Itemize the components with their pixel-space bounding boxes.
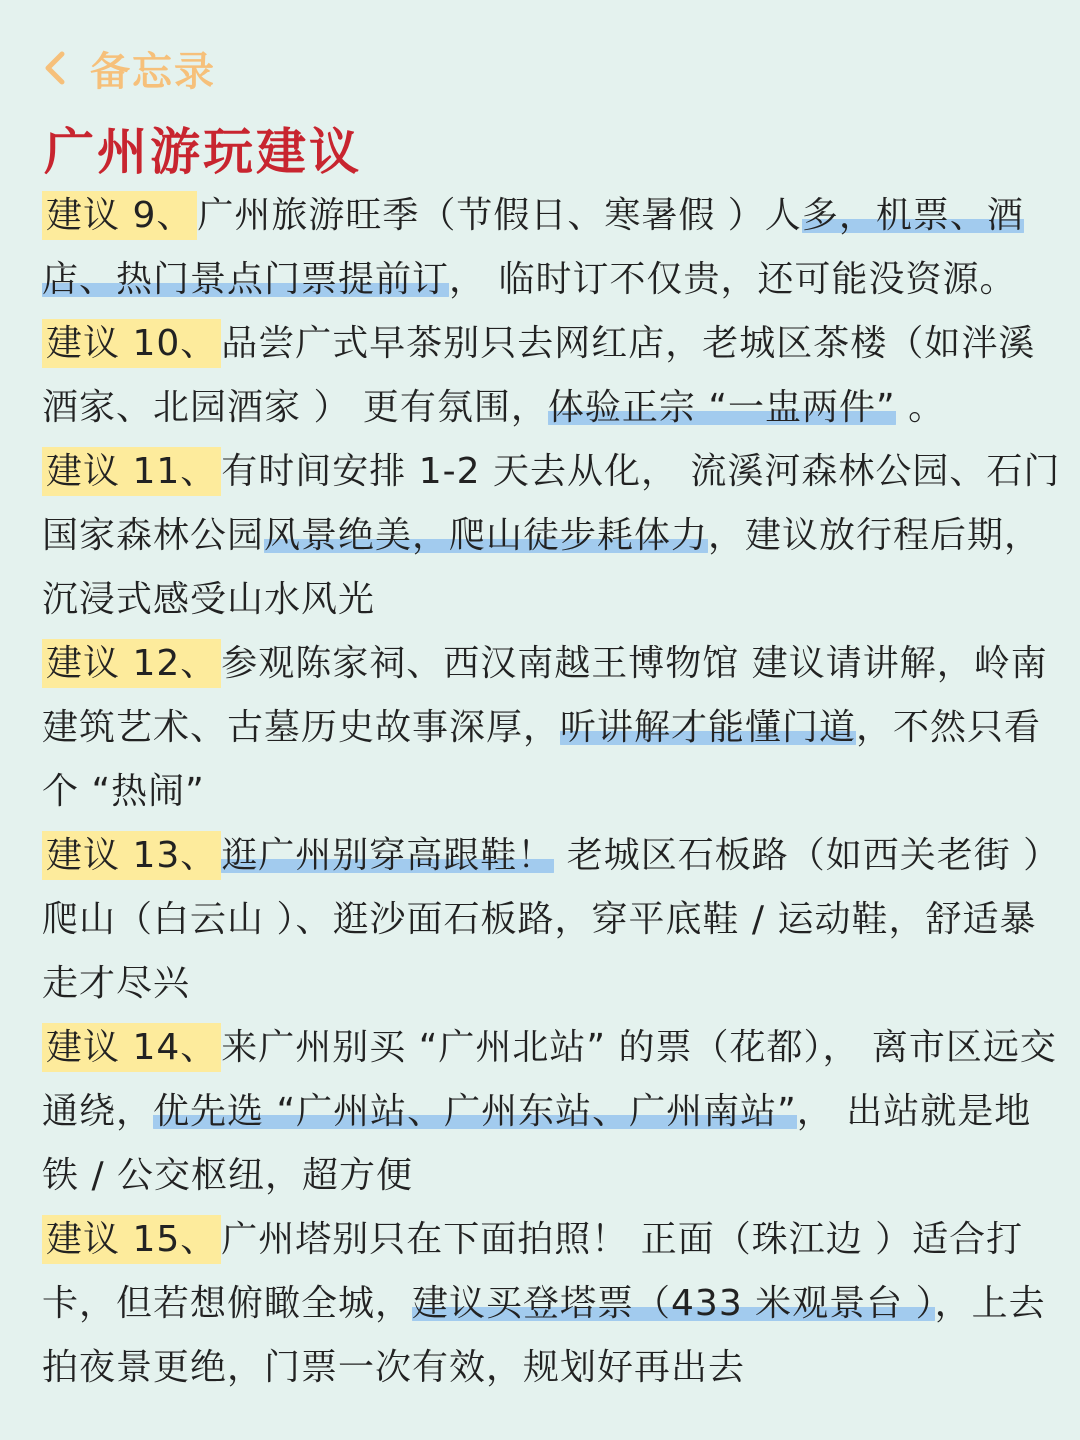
tip-text: ，建议放行程后期，沉浸式感受山水风光 [42,515,1042,620]
tip-highlight: 优先选 “广州站、广州东站、广州南站” [153,1091,797,1132]
tip-label: 建议 11、 [42,447,221,496]
tip-item [42,1016,1062,1208]
tip-text: 有时间安排 1-2 天去从化， 流溪河森林公园、石门国家森林公园 [42,451,1061,556]
tip-highlight: 听讲解才能懂门道 [560,707,857,748]
tip-item [42,312,1062,440]
tip-text: 来广州别买 “广州北站” 的票（花都）， 离市区远交通绕， [42,1027,1057,1132]
tip-label: 建议 15、 [42,1215,221,1264]
tip-label: 建议 12、 [42,639,221,688]
tip-text: 参观陈家祠、西汉南越王博物馆 建议请讲解，岭南建筑艺术、古墓历史故事深厚， [42,643,1048,748]
tip-highlight: 建议买登塔票（433 米观景台 ） [412,1283,935,1324]
tip-text: 品尝广式早茶别只去网红店，老城区茶楼（如泮溪酒家、北园酒家 ） 更有氛围， [42,323,1036,428]
back-label[interactable]: 备忘录 [90,48,216,95]
tip-item [42,184,1062,312]
tip-text: ， 临时订不仅贵，还可能没资源。 [449,259,1017,300]
tip-highlight: 多，机票、酒店、热门景点门票提前订 [42,195,1024,300]
tip-item [42,440,1062,632]
tip-item [42,632,1062,824]
tip-text: ， 出站就是地铁 / 公交枢纽，超方便 [42,1091,1032,1196]
tip-text: 广州塔别只在下面拍照！ 正面（珠江边 ）适合打卡，但若想俯瞰全城， [42,1219,1024,1324]
tip-item [42,824,1062,1016]
tip-item [42,1208,1062,1400]
tip-text: 老城区石板路（如西关老街 ） 爬山（白云山 ）、逛沙面石板路，穿平底鞋 / 运动鞋，舒适暴走才尽兴 [42,835,1061,1004]
tip-highlight: 风景绝美，爬山徒步耗体力 [264,515,709,556]
tip-label: 建议 13、 [42,831,221,880]
chevron-left-icon[interactable] [40,48,70,88]
tip-label: 建议 9、 [42,191,197,240]
tip-label: 建议 10、 [42,319,221,368]
back-button[interactable] [40,40,216,97]
tip-highlight: 体验正宗 “一盅两件” [547,387,896,428]
page-title: 广州游玩建议 [44,123,362,181]
tips-list [42,184,1062,1400]
tip-text: 。 [895,387,946,428]
tip-label: 建议 14、 [42,1023,221,1072]
tip-text: 广州旅游旺季（节假日、寒暑假 ）人 [197,195,802,236]
tip-text: ，不然只看个 “热闹” [42,707,1042,812]
tip-highlight: 逛广州别穿高跟鞋！ [221,835,555,876]
tip-text: ，上去拍夜景更绝，门票一次有效，规划好再出去 [42,1283,1046,1388]
nav-bar [40,40,216,96]
